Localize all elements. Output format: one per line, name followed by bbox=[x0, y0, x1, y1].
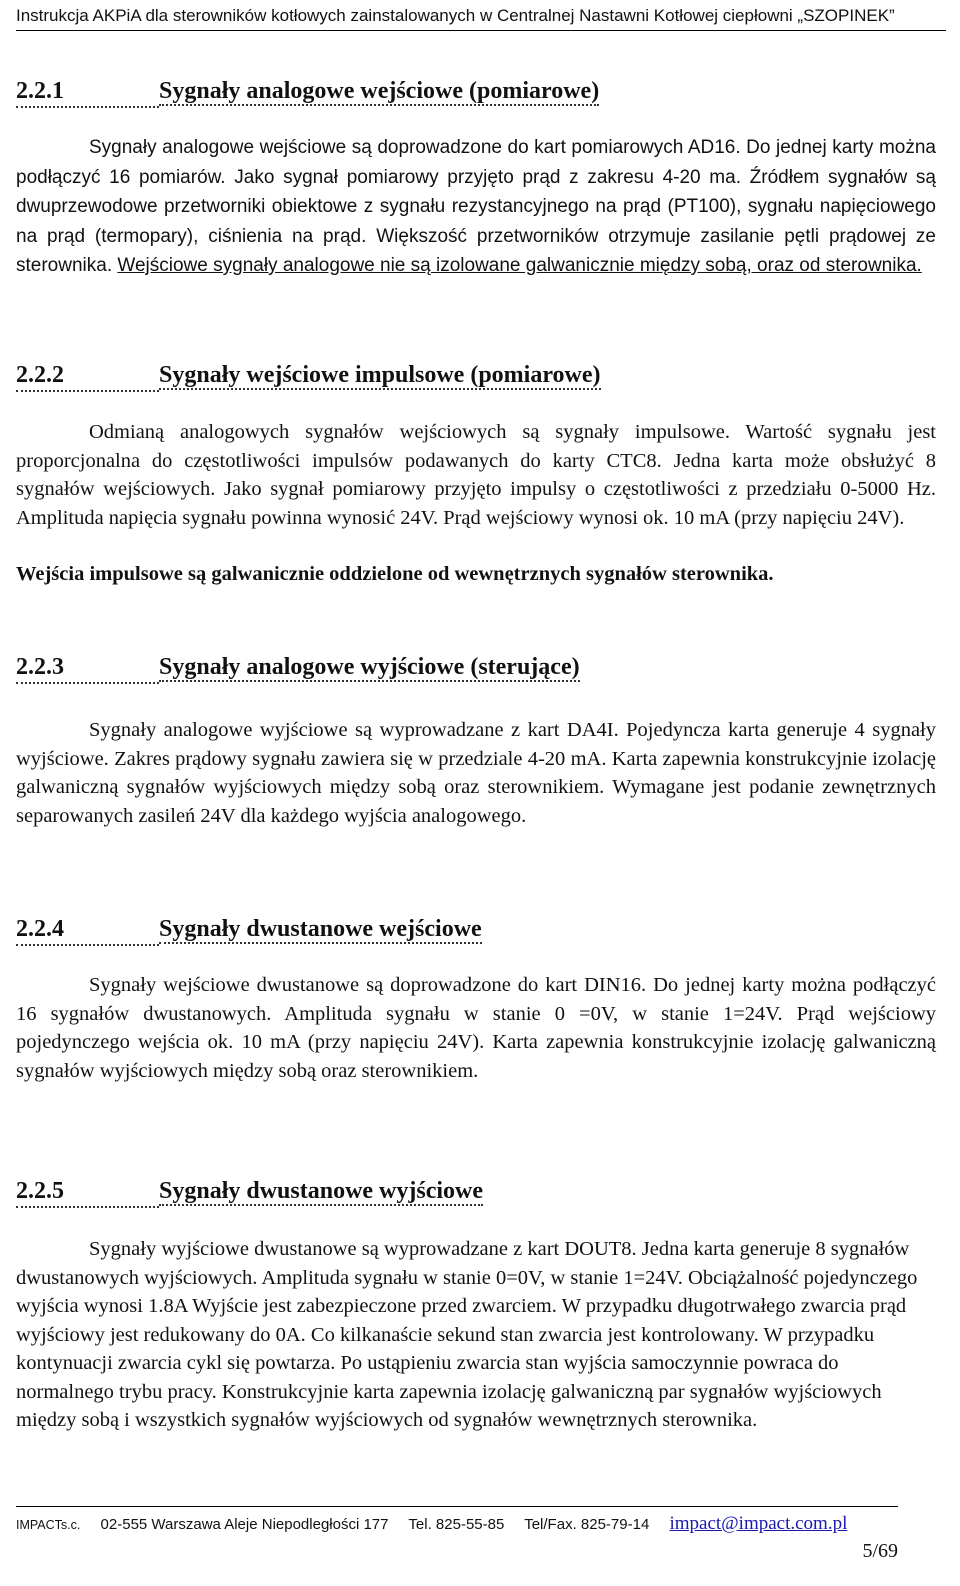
footer-fax: Tel/Fax. 825-79-14 bbox=[524, 1516, 650, 1533]
section-heading bbox=[16, 1176, 946, 1208]
section-heading bbox=[16, 360, 946, 392]
footer-company bbox=[16, 1518, 80, 1532]
section-paragraph bbox=[16, 1235, 936, 1435]
section-heading bbox=[16, 652, 946, 684]
section-number: 2.2.5 bbox=[16, 1176, 159, 1208]
document-footer bbox=[16, 1506, 898, 1536]
section-number: 2.2.4 bbox=[16, 914, 159, 946]
paragraph-text: Sygnały wejściowe dwustanowe są doprowadzone do kart DIN16. Do jednej karty można podłączyć 16 sygnałów dwustanowych. Amplituda sygnału w stanie 0 =0V, w stanie 1=24V. Prąd wejściowy pojedynczego wejścia ok. 10 mA (przy napięciu 24V). Karta zapewnia konstrukcyjnie izolację galwaniczną sygnałów wyjściowych między sobą oraz sterownikiem. bbox=[16, 974, 936, 1082]
section-paragraph bbox=[16, 133, 936, 281]
section-title: Sygnały dwustanowe wyjściowe bbox=[159, 1178, 484, 1204]
section-heading bbox=[16, 914, 946, 946]
page-number: 5/69 bbox=[862, 1540, 898, 1562]
section-number: 2.2.3 bbox=[16, 652, 159, 684]
document-header bbox=[16, 4, 946, 31]
section-paragraph bbox=[16, 971, 936, 1085]
footer-address: 02-555 Warszawa Aleje Niepodległości 177 bbox=[100, 1516, 389, 1533]
paragraph-text: Sygnały wyjściowe dwustanowe są wyprowadzane z kart DOUT8. Jedna karta generuje 8 sygnałów dwustanowych wyjściowych. Amplituda sygnału w stanie 0=0V, w stanie 1=24V. Obciążalność pojedynczego wyjścia wynosi 1.8A Wyjście jest zabezpieczone przed zwarciem. W przypadku długotrwałego zwarcia prąd wyjściowy jest redukowany do 0A. Co kilkanaście sekund stan zwarcia jest kontrolowany. W przypadku kontynuacji zwarcia cykl się powtarza. Po ustąpieniu zwarcia stan wyjścia samoczynnie powraca do normalnego trybu pracy. Konstrukcyjnie karta zapewnia izolację galwaniczną par sygnałów wyjściowych między sobą i wszystkich sygnałów wyjściowych od sygnałów wewnętrznych sterownika. bbox=[16, 1238, 918, 1431]
footer-tel: Tel. 825-55-85 bbox=[408, 1516, 505, 1533]
section-title: Sygnały dwustanowe wejściowe bbox=[159, 916, 482, 942]
paragraph-text: Sygnały analogowe wyjściowe są wyprowadzane z kart DA4I. Pojedyncza karta generuje 4 sygnały wyjściowe. Zakres prądowy sygnału zawiera się w przedziale 4-20 mA. Karta zapewnia konstrukcyjnie izolację galwaniczną sygnałów wyjściowych między sobą oraz sterownikiem. Wymagane jest podanie zewnętrznych separowanych zasileń 24V dla każdego wyjścia analogowego. bbox=[16, 719, 936, 827]
underlined-note: Wejściowe sygnały analogowe nie są izolowane galwanicznie między sobą, oraz od sterownika. bbox=[117, 255, 922, 276]
header-text: Instrukcja AKPiA dla sterowników kotłowych zainstalowanych w Centralnej Nastawni Kotłowej ciepłowni „SZOPINEK” bbox=[16, 6, 895, 25]
footer-company-suffix: s.c. bbox=[60, 1518, 81, 1532]
section-title: Sygnały analogowe wejściowe (pomiarowe) bbox=[159, 78, 600, 104]
section-title: Sygnały wejściowe impulsowe (pomiarowe) bbox=[159, 362, 601, 388]
section-number: 2.2.1 bbox=[16, 76, 159, 108]
paragraph-text: Odmianą analogowych sygnałów wejściowych są sygnały impulsowe. Wartość sygnału jest proporcjonalna do częstotliwości impulsów podawanych do karty CTC8. Jedna karta może obsłużyć 8 sygnałów wejściowych. Jako sygnał pomiarowy przyjęto impulsy o częstotliwości z przedziału 0-5000 Hz. Amplituda napięcia sygnału powinna wynosić 24V. Prąd wejściowy wynosi ok. 10 mA (przy napięciu 24V). bbox=[16, 421, 936, 529]
section-heading bbox=[16, 76, 946, 108]
bold-note: Wejścia impulsowe są galwanicznie oddzielone od wewnętrznych sygnałów sterownika. bbox=[16, 563, 774, 585]
section-paragraph bbox=[16, 716, 936, 830]
footer-company-name: IMPACT bbox=[16, 1518, 61, 1532]
footer-email-link[interactable]: impact@impact.com.pl bbox=[669, 1513, 848, 1534]
section-title: Sygnały analogowe wyjściowe (sterujące) bbox=[159, 654, 580, 680]
section-number: 2.2.2 bbox=[16, 360, 159, 392]
paragraph-text: Sygnały analogowe wejściowe są doprowadzone do kart pomiarowych AD16. Do jednej karty można podłączyć 16 pomiarów. Jako sygnał pomiarowy przyjęto prąd z zakresu 4-20 ma. Źródłem sygnałów są dwuprzewodowe przetworniki obiektowe z sygnału rezystancyjnego na prąd (PT100), sygnału napięciowego na prąd (termopary), ciśnienia na prąd. Większość przetworników otrzymuje zasilanie pętli prądowej ze sterownika. bbox=[16, 137, 936, 276]
section-paragraph bbox=[16, 418, 936, 532]
